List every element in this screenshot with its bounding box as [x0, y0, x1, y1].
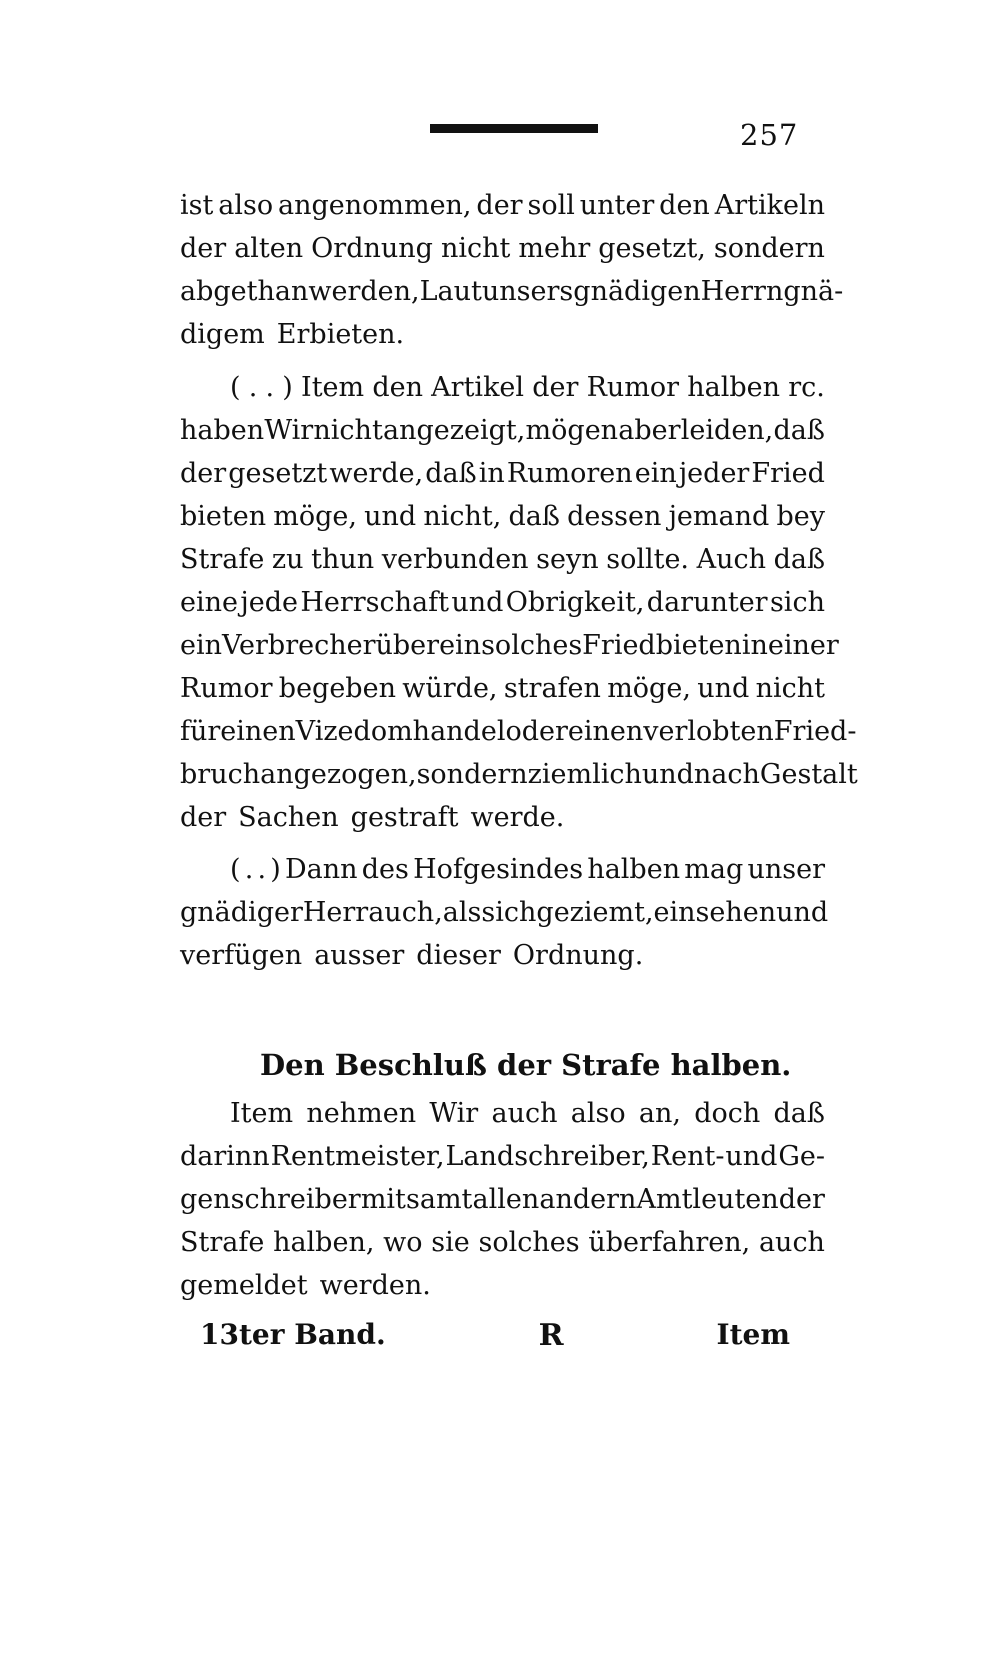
word: daß — [425, 458, 477, 489]
word: also — [570, 1098, 626, 1129]
word: Rumoren — [506, 458, 633, 489]
word: daß — [773, 1098, 825, 1129]
word: Herrschaft — [300, 587, 449, 618]
word: nehmen — [306, 1098, 417, 1129]
word: solches — [478, 1227, 580, 1258]
word: Wir — [429, 1098, 479, 1129]
word: gestraft — [350, 802, 459, 833]
word: geziemt, — [536, 897, 654, 928]
word: Auch — [696, 544, 766, 575]
word: werden, — [308, 276, 420, 307]
word: Laut — [419, 276, 482, 307]
word: Landschreiber, — [445, 1141, 650, 1172]
word: werde, — [329, 458, 424, 489]
text-line — [180, 1221, 825, 1264]
word: unter — [579, 190, 655, 221]
word: darinn — [180, 1141, 270, 1172]
word: sich — [769, 587, 825, 618]
paragraph-2 — [180, 366, 858, 839]
word: eine — [180, 587, 238, 618]
word: Wir — [264, 415, 314, 446]
word: und — [641, 759, 694, 790]
word: verlobten — [643, 716, 774, 747]
word: der — [532, 372, 579, 403]
word: Vizedomhandel — [295, 716, 506, 747]
word: halben, — [273, 1227, 375, 1258]
page-number: 257 — [740, 118, 799, 152]
word: über — [375, 630, 440, 661]
word: Strafe — [180, 1227, 265, 1258]
text-line — [180, 366, 825, 409]
word: überfahren, — [588, 1227, 751, 1258]
word: Obrigkeit, — [505, 587, 645, 618]
text-line — [180, 667, 825, 710]
page-footer — [200, 1318, 790, 1353]
word: jeder — [678, 458, 750, 489]
word: . — [244, 854, 254, 885]
word: Erbieten. — [276, 319, 405, 350]
word: dessen — [567, 501, 662, 532]
word: und — [776, 897, 829, 928]
word: ( — [230, 372, 241, 403]
word: Sachen — [238, 802, 339, 833]
text-line — [180, 796, 825, 839]
word: Herr — [302, 897, 369, 928]
word: gnädigen — [573, 276, 701, 307]
word: daß — [773, 544, 825, 575]
word: Dann — [285, 854, 358, 885]
word: sondern — [416, 759, 528, 790]
word: bruch — [180, 759, 261, 790]
header-rule — [430, 124, 598, 133]
word: dieser — [416, 940, 501, 971]
word: gesetzt — [228, 458, 328, 489]
text-line — [180, 1135, 825, 1178]
word: wo — [383, 1227, 423, 1258]
word: und — [697, 673, 750, 704]
word: . — [265, 372, 275, 403]
word: ist — [180, 190, 214, 221]
word: allen — [472, 1184, 540, 1215]
word: ein — [634, 458, 677, 489]
text-line — [180, 891, 829, 934]
word: Rentmeister, — [270, 1141, 445, 1172]
word: gemeldet — [180, 1270, 308, 1301]
word: samt — [406, 1184, 473, 1215]
word: und — [364, 501, 417, 532]
word: ein — [439, 630, 482, 661]
text-line — [180, 753, 858, 796]
word: ziemlich — [527, 759, 642, 790]
text-line — [180, 1178, 825, 1221]
word: daß — [508, 501, 560, 532]
text-line — [180, 624, 839, 667]
word: möge, — [273, 501, 357, 532]
word: ) — [282, 372, 293, 403]
word: in — [741, 630, 768, 661]
word: begeben — [278, 673, 396, 704]
word: daß — [773, 415, 825, 446]
text-line — [180, 538, 825, 581]
word: bieten — [180, 501, 267, 532]
word: Item — [301, 372, 365, 403]
word: thun — [311, 544, 375, 575]
word: rc. — [788, 372, 825, 403]
paragraph-4 — [180, 1092, 825, 1307]
word: nach — [693, 759, 760, 790]
word: der — [180, 458, 227, 489]
word: werde. — [470, 802, 565, 833]
word: sondern — [713, 233, 825, 264]
word: sich — [481, 897, 537, 928]
word: mag — [684, 854, 744, 885]
paragraph-3 — [180, 848, 829, 977]
word: Fried — [751, 458, 825, 489]
word: ) — [270, 854, 281, 885]
word: andern — [539, 1184, 637, 1215]
word: und — [725, 1141, 778, 1172]
word: angenommen, — [277, 190, 472, 221]
text-line — [180, 710, 857, 753]
text-line — [180, 581, 825, 624]
word: nicht — [755, 673, 825, 704]
word: soll — [527, 190, 575, 221]
word: nicht — [313, 415, 383, 446]
word: Ordnung. — [512, 940, 644, 971]
word: Hofgesindes — [413, 854, 584, 885]
word: einer — [767, 630, 839, 661]
word: leiden, — [680, 415, 774, 446]
text-line — [180, 1264, 825, 1307]
word: auch — [491, 1098, 558, 1129]
word: Friedbieten — [582, 630, 742, 661]
word: einsehen — [653, 897, 777, 928]
word: sie — [431, 1227, 470, 1258]
word: einen — [220, 716, 296, 747]
word: Rumor — [586, 372, 680, 403]
word: darunter — [646, 587, 768, 618]
text-line — [180, 270, 844, 313]
word: Gestalt — [759, 759, 858, 790]
text-line — [180, 227, 825, 270]
text-line — [180, 495, 825, 538]
word: Strafe — [180, 544, 265, 575]
word: . — [248, 372, 258, 403]
word: digem — [180, 319, 265, 350]
word: Herrn — [700, 276, 784, 307]
word: und — [451, 587, 504, 618]
word: an, — [638, 1098, 681, 1129]
volume-label: 13ter Band. — [200, 1318, 386, 1351]
signature-mark: R — [538, 1318, 564, 1353]
word: der — [778, 1184, 825, 1215]
paragraph-1 — [180, 184, 844, 356]
word: Rumor — [180, 673, 273, 704]
word: für — [180, 716, 221, 747]
word: genschreiber — [180, 1184, 361, 1215]
word: möge, — [607, 673, 691, 704]
word: gesetzt, — [598, 233, 706, 264]
section-heading: Den Beschluß der Strafe halben. — [260, 1048, 792, 1082]
text-line — [180, 313, 825, 356]
text-line — [180, 1092, 825, 1135]
word: halben — [687, 372, 781, 403]
word: Artikeln — [714, 190, 825, 221]
word: als — [442, 897, 482, 928]
word: unser — [747, 854, 825, 885]
word: halben — [587, 854, 681, 885]
word: jemand — [668, 501, 770, 532]
word: seyn — [536, 544, 599, 575]
word: also — [218, 190, 274, 221]
word: ein — [180, 630, 223, 661]
word: Amtleuten — [636, 1184, 779, 1215]
word: angezogen, — [260, 759, 417, 790]
word: Fried- — [773, 716, 857, 747]
word: einen — [567, 716, 644, 747]
word: werden. — [319, 1270, 431, 1301]
word: doch — [694, 1098, 761, 1129]
word: Ge- — [778, 1141, 825, 1172]
word: in — [478, 458, 505, 489]
word: ( — [230, 854, 241, 885]
text-line — [180, 848, 825, 891]
word: mit — [360, 1184, 406, 1215]
word: der — [180, 802, 227, 833]
word: Verbrecher — [222, 630, 376, 661]
catchword: Item — [716, 1318, 790, 1351]
word: der — [476, 190, 523, 221]
word: bey — [776, 501, 825, 532]
text-line — [180, 409, 825, 452]
word: den — [372, 372, 423, 403]
word: den — [659, 190, 710, 221]
word: der — [180, 233, 227, 264]
word: haben — [180, 415, 265, 446]
word: abgethan — [180, 276, 309, 307]
word: des — [361, 854, 409, 885]
word: Ordnung — [311, 233, 433, 264]
text-line — [180, 934, 825, 977]
word: auch — [758, 1227, 825, 1258]
word: sollte. — [606, 544, 690, 575]
word: Artikel — [431, 372, 525, 403]
word: nicht — [440, 233, 511, 264]
word: angezeigt, — [383, 415, 526, 446]
word: gnädiger — [180, 897, 303, 928]
word: strafen — [503, 673, 601, 704]
word: nicht, — [423, 501, 502, 532]
word: Rent- — [650, 1141, 725, 1172]
word: würde, — [402, 673, 498, 704]
word: auch, — [368, 897, 443, 928]
word: . — [257, 854, 267, 885]
word: oder — [505, 716, 568, 747]
word: verbunden — [381, 544, 529, 575]
text-line — [180, 184, 825, 227]
word: unsers — [481, 276, 574, 307]
word: Item — [230, 1098, 294, 1129]
word: zu — [271, 544, 304, 575]
word: jede — [240, 587, 298, 618]
word: gnä- — [783, 276, 844, 307]
word: mögen — [525, 415, 619, 446]
word: ausser — [314, 940, 405, 971]
word: aber — [618, 415, 681, 446]
word: mehr — [518, 233, 591, 264]
word: solches — [481, 630, 583, 661]
word: alten — [234, 233, 304, 264]
text-line — [180, 452, 825, 495]
word: verfügen — [180, 940, 303, 971]
